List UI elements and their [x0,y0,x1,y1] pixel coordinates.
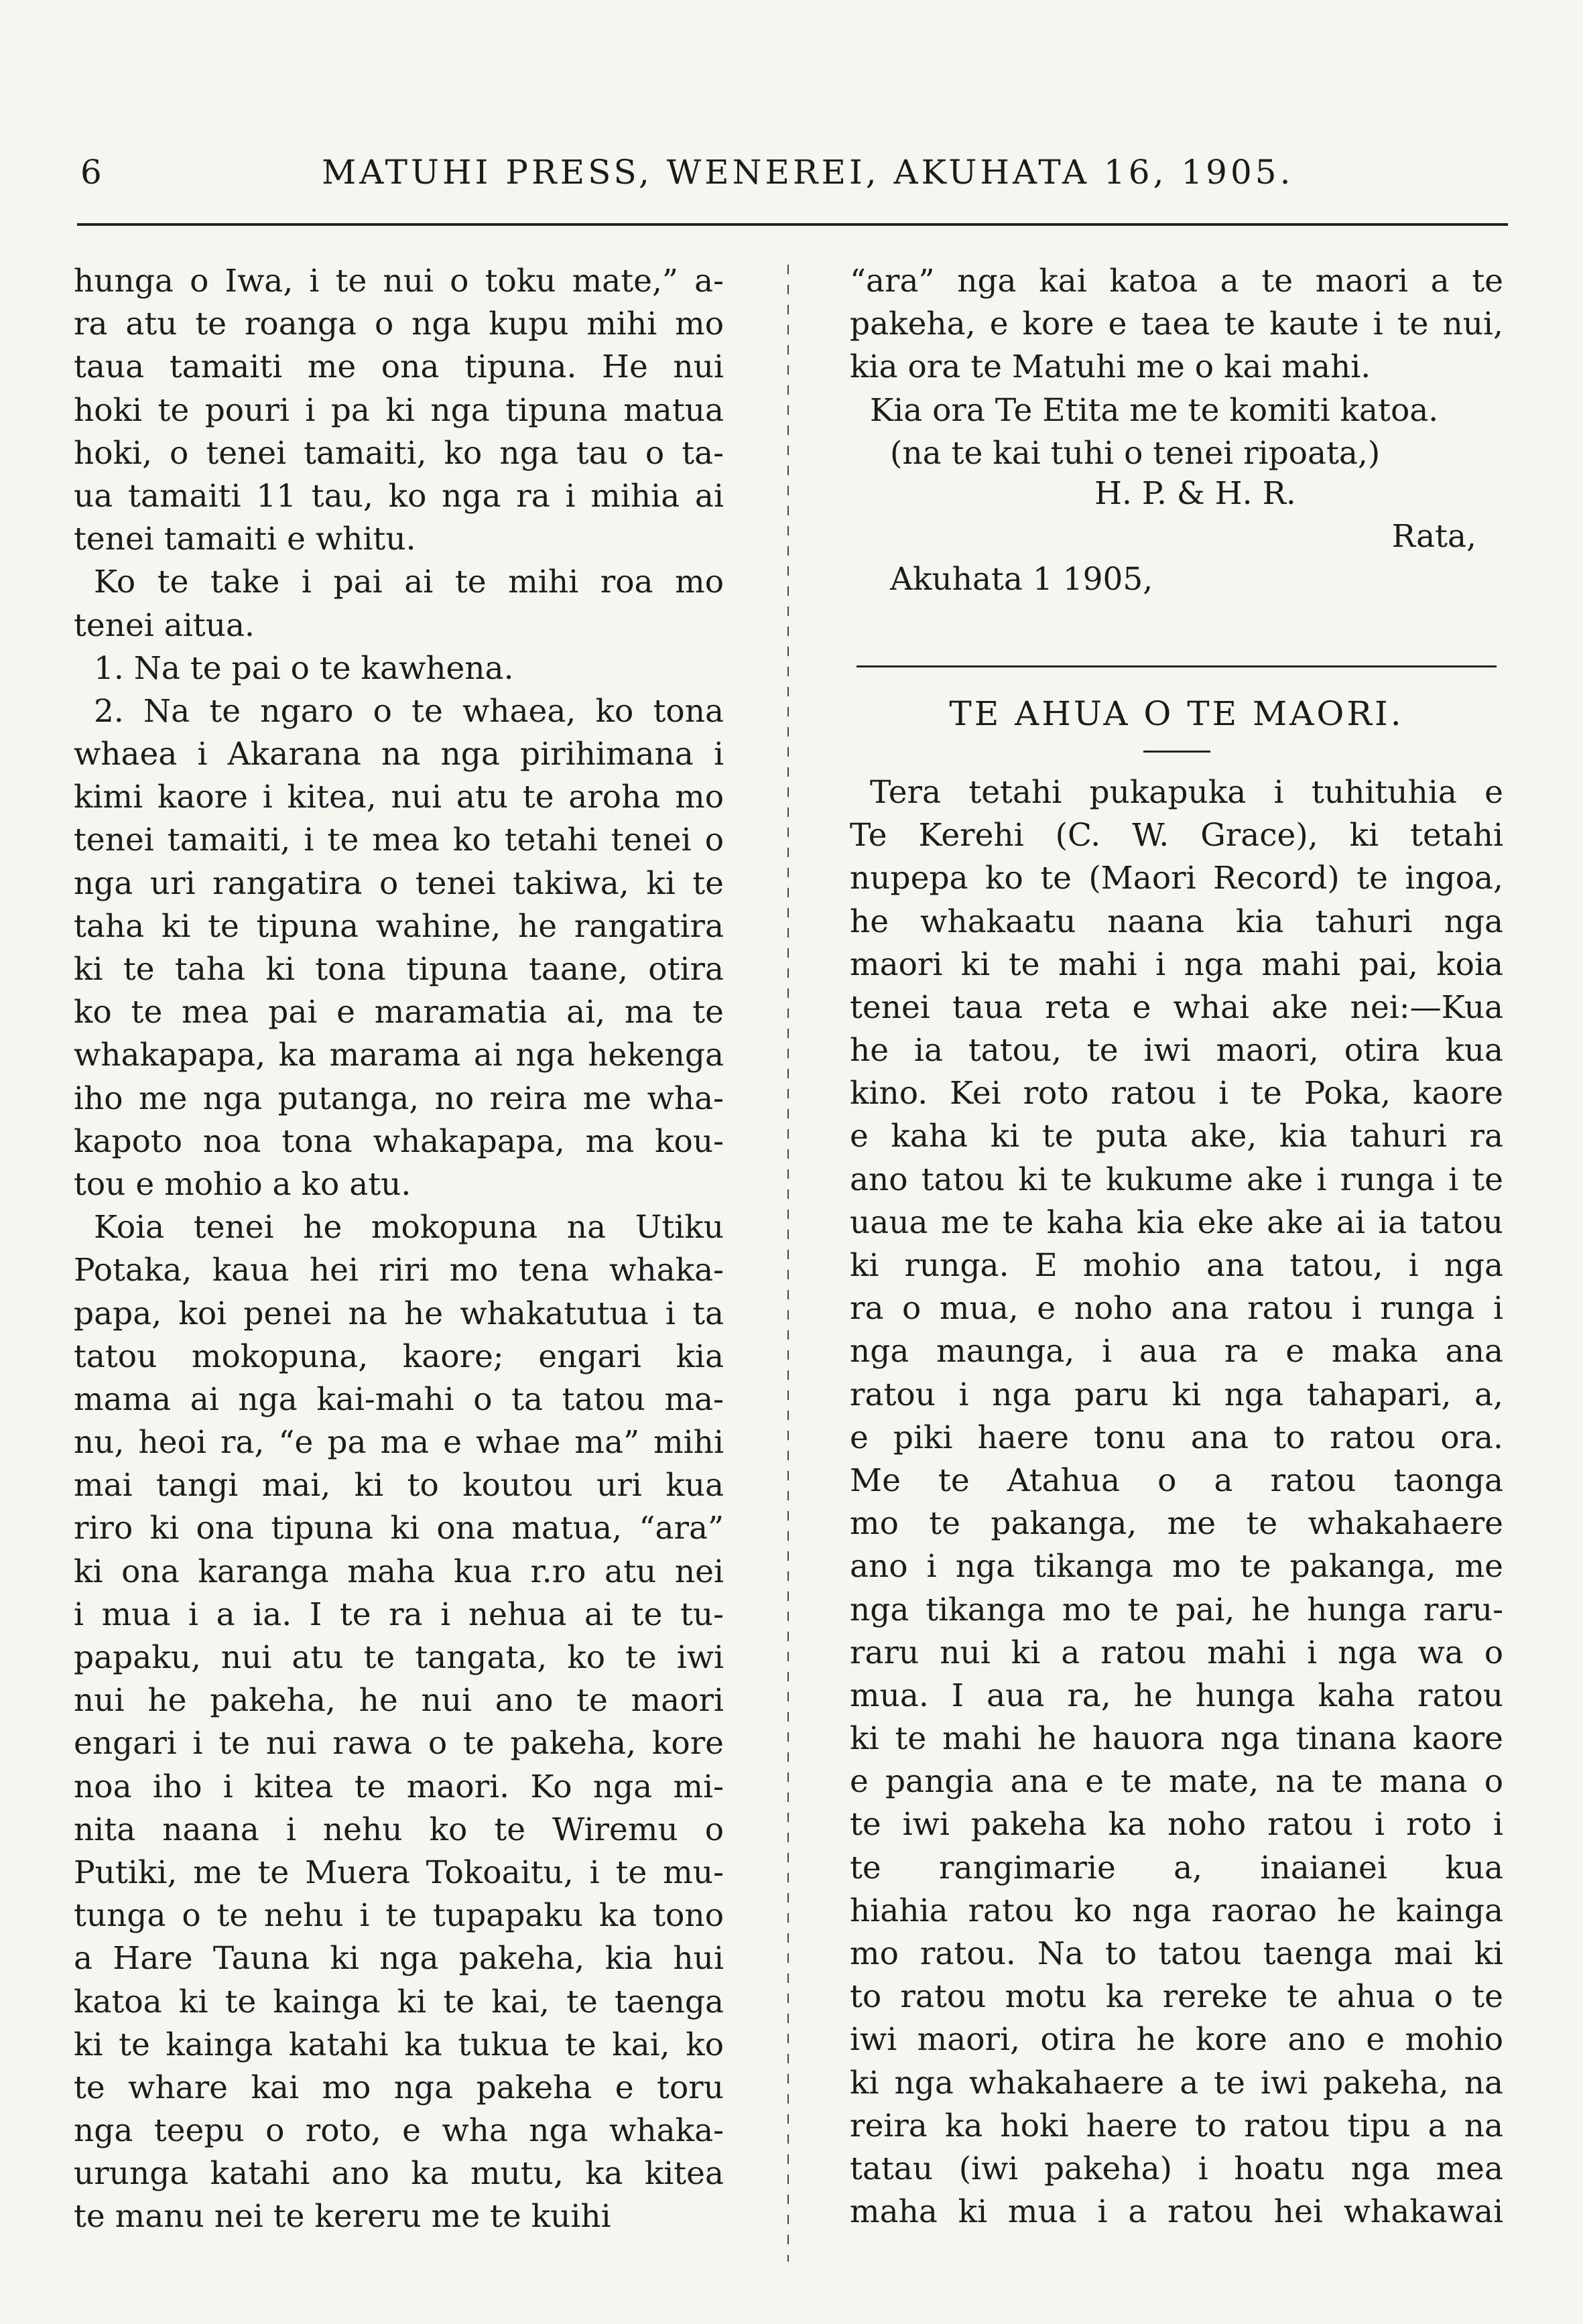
text-line: Kia ora Te Etita me te komiti katoa. [870,391,1439,429]
text-line: hoki, o tenei tamaiti, ko nga tau o ta- [74,434,724,472]
right-column [850,260,1503,2234]
text-line: nga uri rangatira o tenei takiwa, ki te [74,864,724,902]
text-line: iwi maori, otira he kore ano e mohio [850,2021,1503,2059]
text-line: hiahia ratou ko nga raorao he kainga [850,1892,1503,1929]
text-line: Me te Atahua o a ratou taonga [850,1462,1503,1499]
text-line: to ratou motu ka rereke te ahua o te [850,1978,1503,2016]
text-line: he whakaatu naana kia tahuri nga [850,903,1503,940]
section-divider [857,665,1497,667]
text-line: ano i nga tikanga mo te pakanga, me [850,1548,1503,1586]
text-line: ko te mea pai e maramatia ai, ma te [74,994,724,1031]
text-line: e piki haere tonu ana to ratou ora. [850,1419,1503,1456]
text-line: tou e mohio a ko atu. [74,1165,411,1203]
text-line: te iwi pakeha ka noho ratou i roto i [850,1806,1503,1844]
text-line: papa, koi penei na he whakatutua i ta [74,1295,724,1332]
text-line: Te Kerehi (C. W. Grace), ki tetahi [850,817,1503,854]
text-line: hoki te pouri i pa ki nga tipuna matua [74,391,724,429]
text-line: ra o mua, e noho ana ratou i runga i [850,1290,1503,1328]
text-line: nga teepu o roto, e wha nga whaka- [74,2112,724,2150]
text-line: urunga katahi ano ka mutu, ka kitea [74,2155,724,2193]
text-line: papaku, nui atu te tangata, ko te iwi [74,1639,724,1676]
letter-closing [850,260,1503,475]
text-line: ki te taha ki tona tipuna taane, otira [74,951,724,988]
text-line: ki runga. E mohio ana tatou, i nga [850,1247,1503,1284]
text-line: 1. Na te pai o te kawhena. [94,649,514,687]
text-line: whaea i Akarana na nga pirihimana i [74,736,724,773]
signature-name: Rata, [1391,517,1476,555]
text-line: hunga o Iwa, i te nui o toku mate,” a- [74,263,724,300]
text-line: Koia tenei he mokopuna na Utiku [94,1209,724,1246]
text-line: tenei aitua. [74,606,255,644]
text-line: te rangimarie a, inaianei kua [850,1849,1503,1886]
text-line: katoa ki te kainga ki te kai, te taenga [74,1983,724,2020]
text-line: pakeha, e kore e taea te kaute i te nui, [850,306,1503,343]
left-column [74,260,724,2239]
text-line: ki nga whakahaere a te iwi pakeha, na [850,2064,1503,2102]
text-line: taha ki te tipuna wahine, he rangatira [74,907,724,945]
text-line: e pangia ana e te mate, na te mana o [850,1763,1503,1801]
text-line: 2. Na te ngaro o te whaea, ko tona [94,692,724,730]
text-line: nui he pakeha, he nui ano te maori [74,1682,724,1720]
text-line: maori ki te mahi i nga mahi pai, koia [850,946,1503,983]
text-line: mai tangi mai, ki to koutou uri kua [74,1467,724,1504]
text-line: taua tamaiti me ona tipuna. He nui [74,348,724,386]
text-line: tatou mokopuna, kaore; engari kia [74,1338,724,1375]
text-line: kia ora te Matuhi me o kai mahi. [850,348,1371,386]
text-line: maha ki mua i a ratou hei whakawai [850,2193,1503,2231]
text-line: ki ona karanga maha kua r.ro atu nei [74,1553,724,1590]
text-line: uaua me te kaha kia eke ake ai ia tatou [850,1204,1503,1241]
text-line: ki te mahi he hauora nga tinana kaore [850,1720,1503,1758]
text-line: he ia tatou, te iwi maori, otira kua [850,1032,1503,1070]
text-line: Potaka, kaua hei riri mo tena whaka- [74,1252,724,1289]
text-line: e kaha ki te puta ake, kia tahuri ra [850,1118,1503,1155]
article-title: TE AHUA O TE MAORI. [949,694,1404,733]
text-line: ua tamaiti 11 tau, ko nga ra i mihia ai [74,477,724,515]
text-line: kino. Kei roto ratou i te Poka, kaore [850,1075,1503,1112]
text-line: a Hare Tauna ki nga pakeha, kia hui [74,1940,724,1978]
text-line: riro ki ona tipuna ki ona matua, “ara” [74,1510,724,1547]
text-line: mo te pakanga, me te whakahaere [850,1505,1503,1543]
masthead-title: MATUHI PRESS, WENEREI, AKUHATA 16, 1905. [322,153,1294,192]
text-line: “ara” nga kai katoa a te maori a te [850,263,1503,300]
text-line: whakapapa, ka marama ai nga hekenga [74,1037,724,1074]
article-body [850,771,1503,2234]
text-line: Ko te take i pai ai te mihi roa mo [94,564,724,601]
text-line: kapoto noa tona whakapapa, ma kou- [74,1122,724,1160]
page-header [80,153,1521,200]
page-number: 6 [80,153,103,192]
text-line: ratou i nga paru ki nga tahapari, a, [850,1376,1503,1413]
signature-date: Akuhata 1 1905, [890,560,1153,598]
text-line: tunga o te nehu i te tupapaku ka tono [74,1897,724,1935]
header-rule [77,223,1508,226]
text-line: te whare kai mo nga pakeha e toru [74,2069,724,2106]
text-line: te manu nei te kereru me te kuihi [74,2198,611,2236]
letter-signature [850,475,1503,649]
text-line: engari i te nui rawa o te pakeha, kore [74,1725,724,1762]
text-line: mua. I aua ra, he hunga kaha ratou [850,1677,1503,1714]
text-line: nga maunga, i aua ra e maka ana [850,1333,1503,1370]
text-line: iho me nga putanga, no reira me wha- [74,1080,724,1117]
text-line: nupepa ko te (Maori Record) te ingoa, [850,860,1503,897]
column-divider [787,265,789,2262]
text-line: raru nui ki a ratou mahi i nga wa o [850,1634,1503,1671]
text-line: (na te kai tuhi o tenei ripoata,) [890,434,1381,472]
text-line: kimi kaore i kitea, nui atu te aroha mo [74,779,724,816]
text-line: tatau (iwi pakeha) i hoatu nga mea [850,2150,1503,2187]
text-line: nga tikanga mo te pai, he hunga raru- [850,1591,1503,1628]
text-line: nita naana i nehu ko te Wiremu o [74,1811,724,1848]
title-rule [1143,751,1210,753]
text-line: i mua i a ia. I te ra i nehua ai te tu- [74,1596,724,1633]
text-line: mama ai nga kai-mahi o ta tatou ma- [74,1380,724,1418]
signature-initials: H. P. & H. R. [1094,474,1296,512]
text-line: Putiki, me te Muera Tokoaitu, i te mu- [74,1854,724,1891]
text-line: ano tatou ki te kukume ake i runga i te [850,1161,1503,1198]
text-line: Tera tetahi pukapuka i tuhituhia e [870,773,1503,811]
text-line: noa iho i kitea te maori. Ko nga mi- [74,1768,724,1805]
text-line: ki te kainga katahi ka tukua te kai, ko [74,2026,724,2063]
text-line: mo ratou. Na to tatou taenga mai ki [850,1935,1503,1972]
text-line: tenei tamaiti, i te mea ko tetahi tenei o [74,822,724,859]
text-line: tenei tamaiti e whitu. [74,521,416,558]
text-line: reira ka hoki haere to ratou tipu a na [850,2107,1503,2144]
text-line: ra atu te roanga o nga kupu mihi mo [74,306,724,343]
text-line: nu, heoi ra, “e pa ma e whae ma” mihi [74,1424,724,1462]
text-line: tenei taua reta e whai ake nei:—Kua [850,988,1503,1026]
